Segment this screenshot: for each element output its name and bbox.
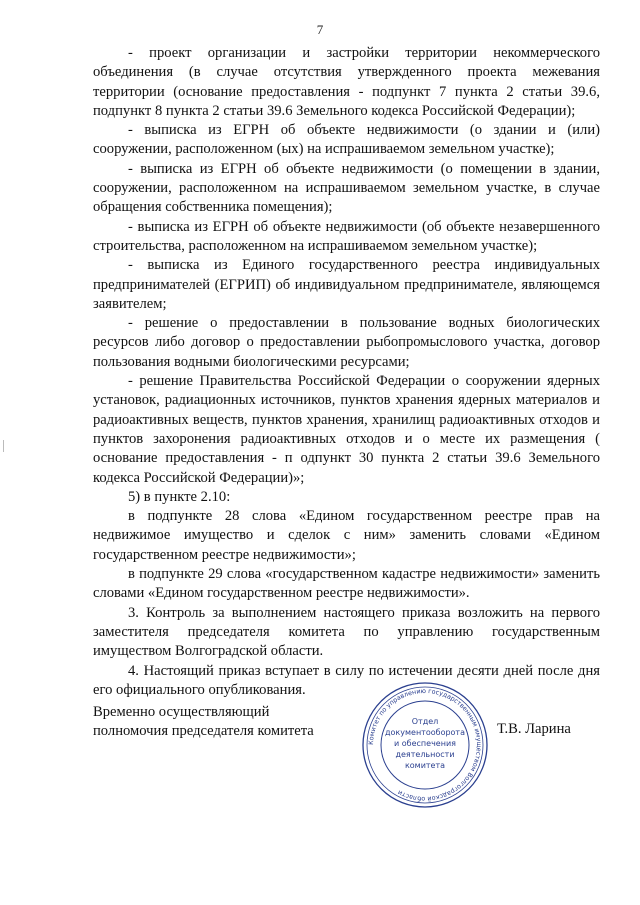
signatory-title bbox=[93, 703, 373, 742]
paragraph-egrip: - выписка из Единого государственного реестра индивидуальных предпринимателей (ЕГРИП) об индивидуальном предпринимателе, являющемся заявителем; bbox=[93, 257, 600, 312]
paragraph-item-5: 5) в пункте 2.10: bbox=[128, 488, 231, 505]
paragraph-entry-into-force: 4. Настоящий приказ вступает в силу по истечении десяти дней после дня его официального опубликования. bbox=[93, 662, 600, 698]
document-body bbox=[93, 44, 600, 700]
paragraph-egrn-building: - выписка из ЕГРН об объекте недвижимости (о здании и (или) сооружении, расположенном (ых) на испрашиваемом земельном участке); bbox=[93, 122, 600, 158]
paragraph-project-organization: - проект организации и застройки территории некоммерческого объединения (в случае отсутствия утвержденного проекта межевания территории (основание предоставления - подпункт 7 пункта 2 статьи 39.6, подпункт 8 пункта 2 статьи 39.6 Земельного кодекса Российской Федерации); bbox=[93, 45, 600, 119]
stamp-seal-icon bbox=[360, 680, 490, 810]
paragraph-subitem-28: в подпункте 28 слова «Едином государственном реестре прав на недвижимое имущество и сделок с ним» заменить словами «Едином государственном реестре недвижимости»; bbox=[93, 508, 600, 563]
signatory-name: Т.В. Ларина bbox=[497, 721, 571, 737]
signatory-title-line-2: полномочия председателя комитета bbox=[93, 723, 314, 740]
official-stamp bbox=[360, 680, 490, 810]
paragraph-nuclear-decision: - решение Правительства Российской Федерации о сооружении ядерных установок, радиационных источников, пунктов хранения ядерных материалов и радиоактивных веществ, пунктов хранения, хранилищ радиоактивных отходов и пунктов захоронения радиоактивных отходов и о месте их размещения ( основание предоставления - п одпункт 30 пункта 2 статьи 39.6 Земельного кодекса Российской Федерации)»; bbox=[93, 373, 600, 486]
paragraph-egrn-unfinished: - выписка из ЕГРН об объекте недвижимости (об объекте незавершенного строительства, расположенном на испрашиваемом земельном участке); bbox=[93, 218, 600, 254]
stamp-center-line-1: Отдел bbox=[411, 717, 439, 726]
page-number: 7 bbox=[316, 22, 324, 37]
paragraph-egrn-premises: - выписка из ЕГРН об объекте недвижимости (о помещении в здании, сооружении, расположенном на испрашиваемом земельном участке, в случае обращения собственника помещения); bbox=[93, 160, 600, 216]
stamp-outer-text: Комитет по управлению государственным имуществом Волгоградской области bbox=[366, 686, 484, 804]
margin-scan-mark bbox=[3, 440, 4, 452]
paragraph-water-resources: - решение о предоставлении в пользование водных биологических ресурсов либо договор о предоставлении рыбопромыслового участка, договор пользования водными биологическими ресурсами; bbox=[93, 315, 600, 370]
stamp-center-line-3: и обеспечения bbox=[394, 739, 456, 748]
stamp-center-line-2: документооборота bbox=[385, 728, 465, 737]
paragraph-subitem-29: в подпункте 29 слова «государственном кадастре недвижимости» заменить словами «Едином государственном реестре недвижимости». bbox=[93, 566, 600, 602]
stamp-center-line-5: комитета bbox=[404, 761, 446, 770]
paragraph-control: 3. Контроль за выполнением настоящего приказа возложить на первого заместителя председателя комитета по управлению государственным имуществом Волгоградской области. bbox=[93, 604, 600, 660]
signatory-title-line-1: Временно осуществляющий bbox=[93, 704, 270, 720]
stamp-center-line-4: деятельности bbox=[395, 750, 455, 759]
